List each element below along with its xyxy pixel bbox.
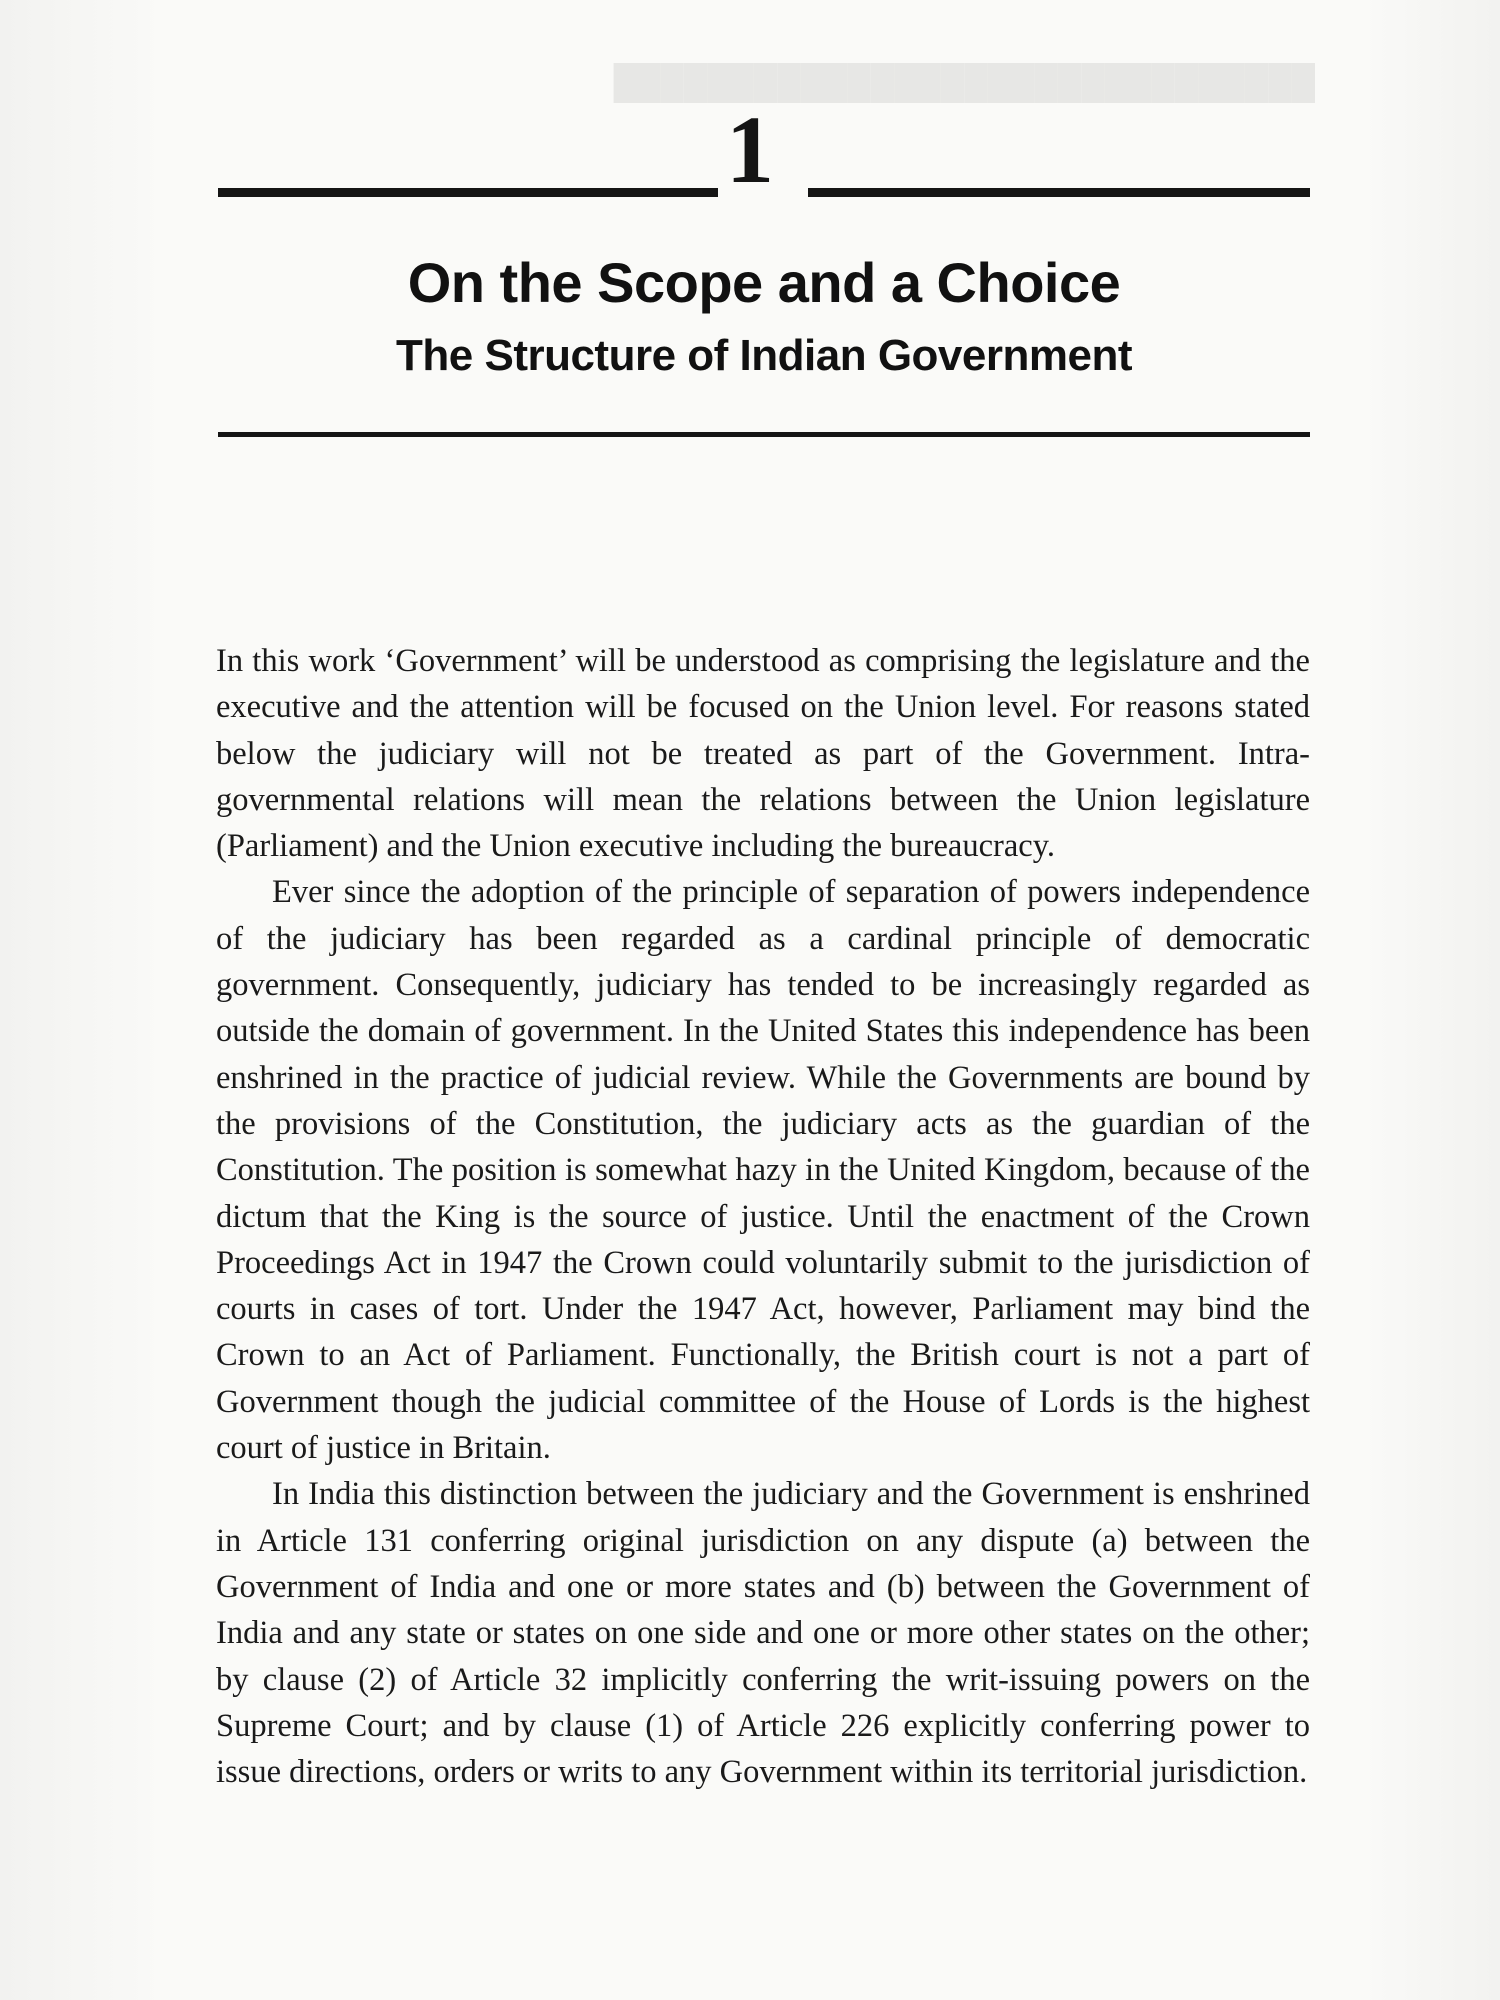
left-margin-shade — [0, 0, 165, 2000]
paragraph-1: In this work ‘Government’ will be understood as comprising the legislature and the executive and the attention will be focused on the Union level. For reasons stated below the judiciary will not be treated as part of the Government. Intra-governmental relations will mean the relations between the Union legislature (Parliament) and the Union executive including the bureaucracy. — [216, 643, 1310, 865]
right-margin-shade — [1360, 0, 1500, 2000]
paragraph-2: Ever since the adoption of the principle of separation of powers independence of the judiciary has been regarded as a cardinal principle of democratic government. Consequently, judiciary has tended to be increasingly regarded as outside the domain of government. In the United States this independence has been enshrined in the practice of judicial review. While the Governments are bound by the provisions of the Constitution, the judiciary acts as the guardian of the Constitution. The position is somewhat hazy in the United Kingdom, because of the dictum that the King is the source of justice. Until the enactment of the Crown Proceedings Act in 1947 the Crown could voluntarily submit to the jurisdiction of courts in cases of tort. Under the 1947 Act, however, Parliament may bind the Crown to an Act of Parliament. Functionally, the British court is not a part of Government though the judicial committee of the House of Lords is the highest court of justice in Britain. — [216, 874, 1310, 1467]
chapter-number: 1 — [726, 96, 774, 203]
chapter-title: On the Scope and a Choice — [407, 251, 1121, 314]
chapter-rule-left — [218, 188, 718, 197]
chapter-body — [216, 638, 1310, 1795]
chapter-rule-right — [808, 188, 1310, 197]
paragraph-3: In India this distinction between the judiciary and the Government is enshrined in Article 131 conferring original jurisdiction on any dispute (a) between the Government of India and one or more states and (b) between the Government of India and any state or states on one side and one or more other states on the other; by clause (2) of Article 32 implicitly conferring the writ-issuing powers on the Supreme Court; and by clause (1) of Article 226 explicitly conferring power to issue directions, orders or writs to any Government within its territorial jurisdiction. — [216, 1476, 1310, 1791]
chapter-subtitle: The Structure of Indian Government — [396, 331, 1132, 380]
title-rule-bottom — [218, 432, 1310, 437]
bleed-line: ██████████████████████████████ — [613, 65, 1315, 101]
